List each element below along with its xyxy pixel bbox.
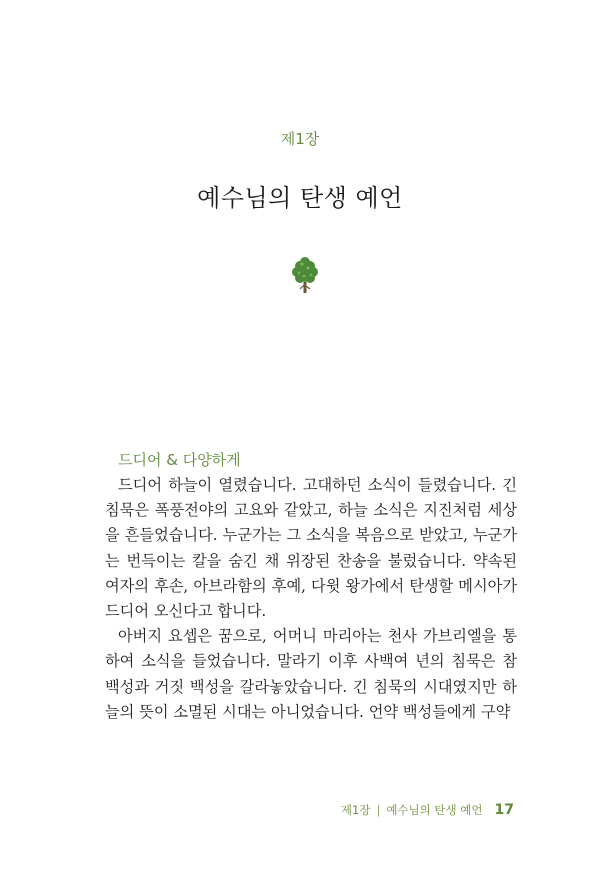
- paragraph-1: 드디어 하늘이 열렸습니다. 고대하던 소식이 들렸습니다. 긴 침묵은 폭풍전야의 고요와 같았고, 하늘 소식은 지진처럼 세상을 흔들었습니다. 누군가는 그 소식을 복음으로 받았고, 누군가는 번득이는 칼을 숨긴 채 위장된 찬송을 불렀습니다. 약속된 여자의 후손, 아브라함의 후예, 다윗 왕가에서 탄생할 메시아가 드디어 오신다고 합니다.: [105, 476, 517, 621]
- footer-title: 예수님의 탄생 예언: [386, 803, 483, 817]
- running-footer: [341, 802, 514, 818]
- page-number: 17: [494, 802, 514, 818]
- chapter-title: 예수님의 탄생 예언: [197, 184, 403, 212]
- footer-separator: |: [376, 803, 381, 817]
- body-text: [105, 473, 517, 725]
- tree-icon: [289, 255, 321, 295]
- chapter-label: 제1장: [280, 130, 320, 148]
- section-heading: 드디어 & 다양하게: [118, 451, 241, 469]
- paragraph-2: 아버지 요셉은 꿈으로, 어머니 마리아는 천사 가브리엘을 통하여 소식을 들었습니다. 말라기 이후 사백여 년의 침묵은 참 백성과 거짓 백성을 갈라놓았습니다. 긴 침묵의 시대였지만 하늘의 뜻이 소멸된 시대는 아니었습니다. 언약 백성들에게 구약: [105, 627, 517, 721]
- footer-chapter: 제1장: [340, 803, 371, 817]
